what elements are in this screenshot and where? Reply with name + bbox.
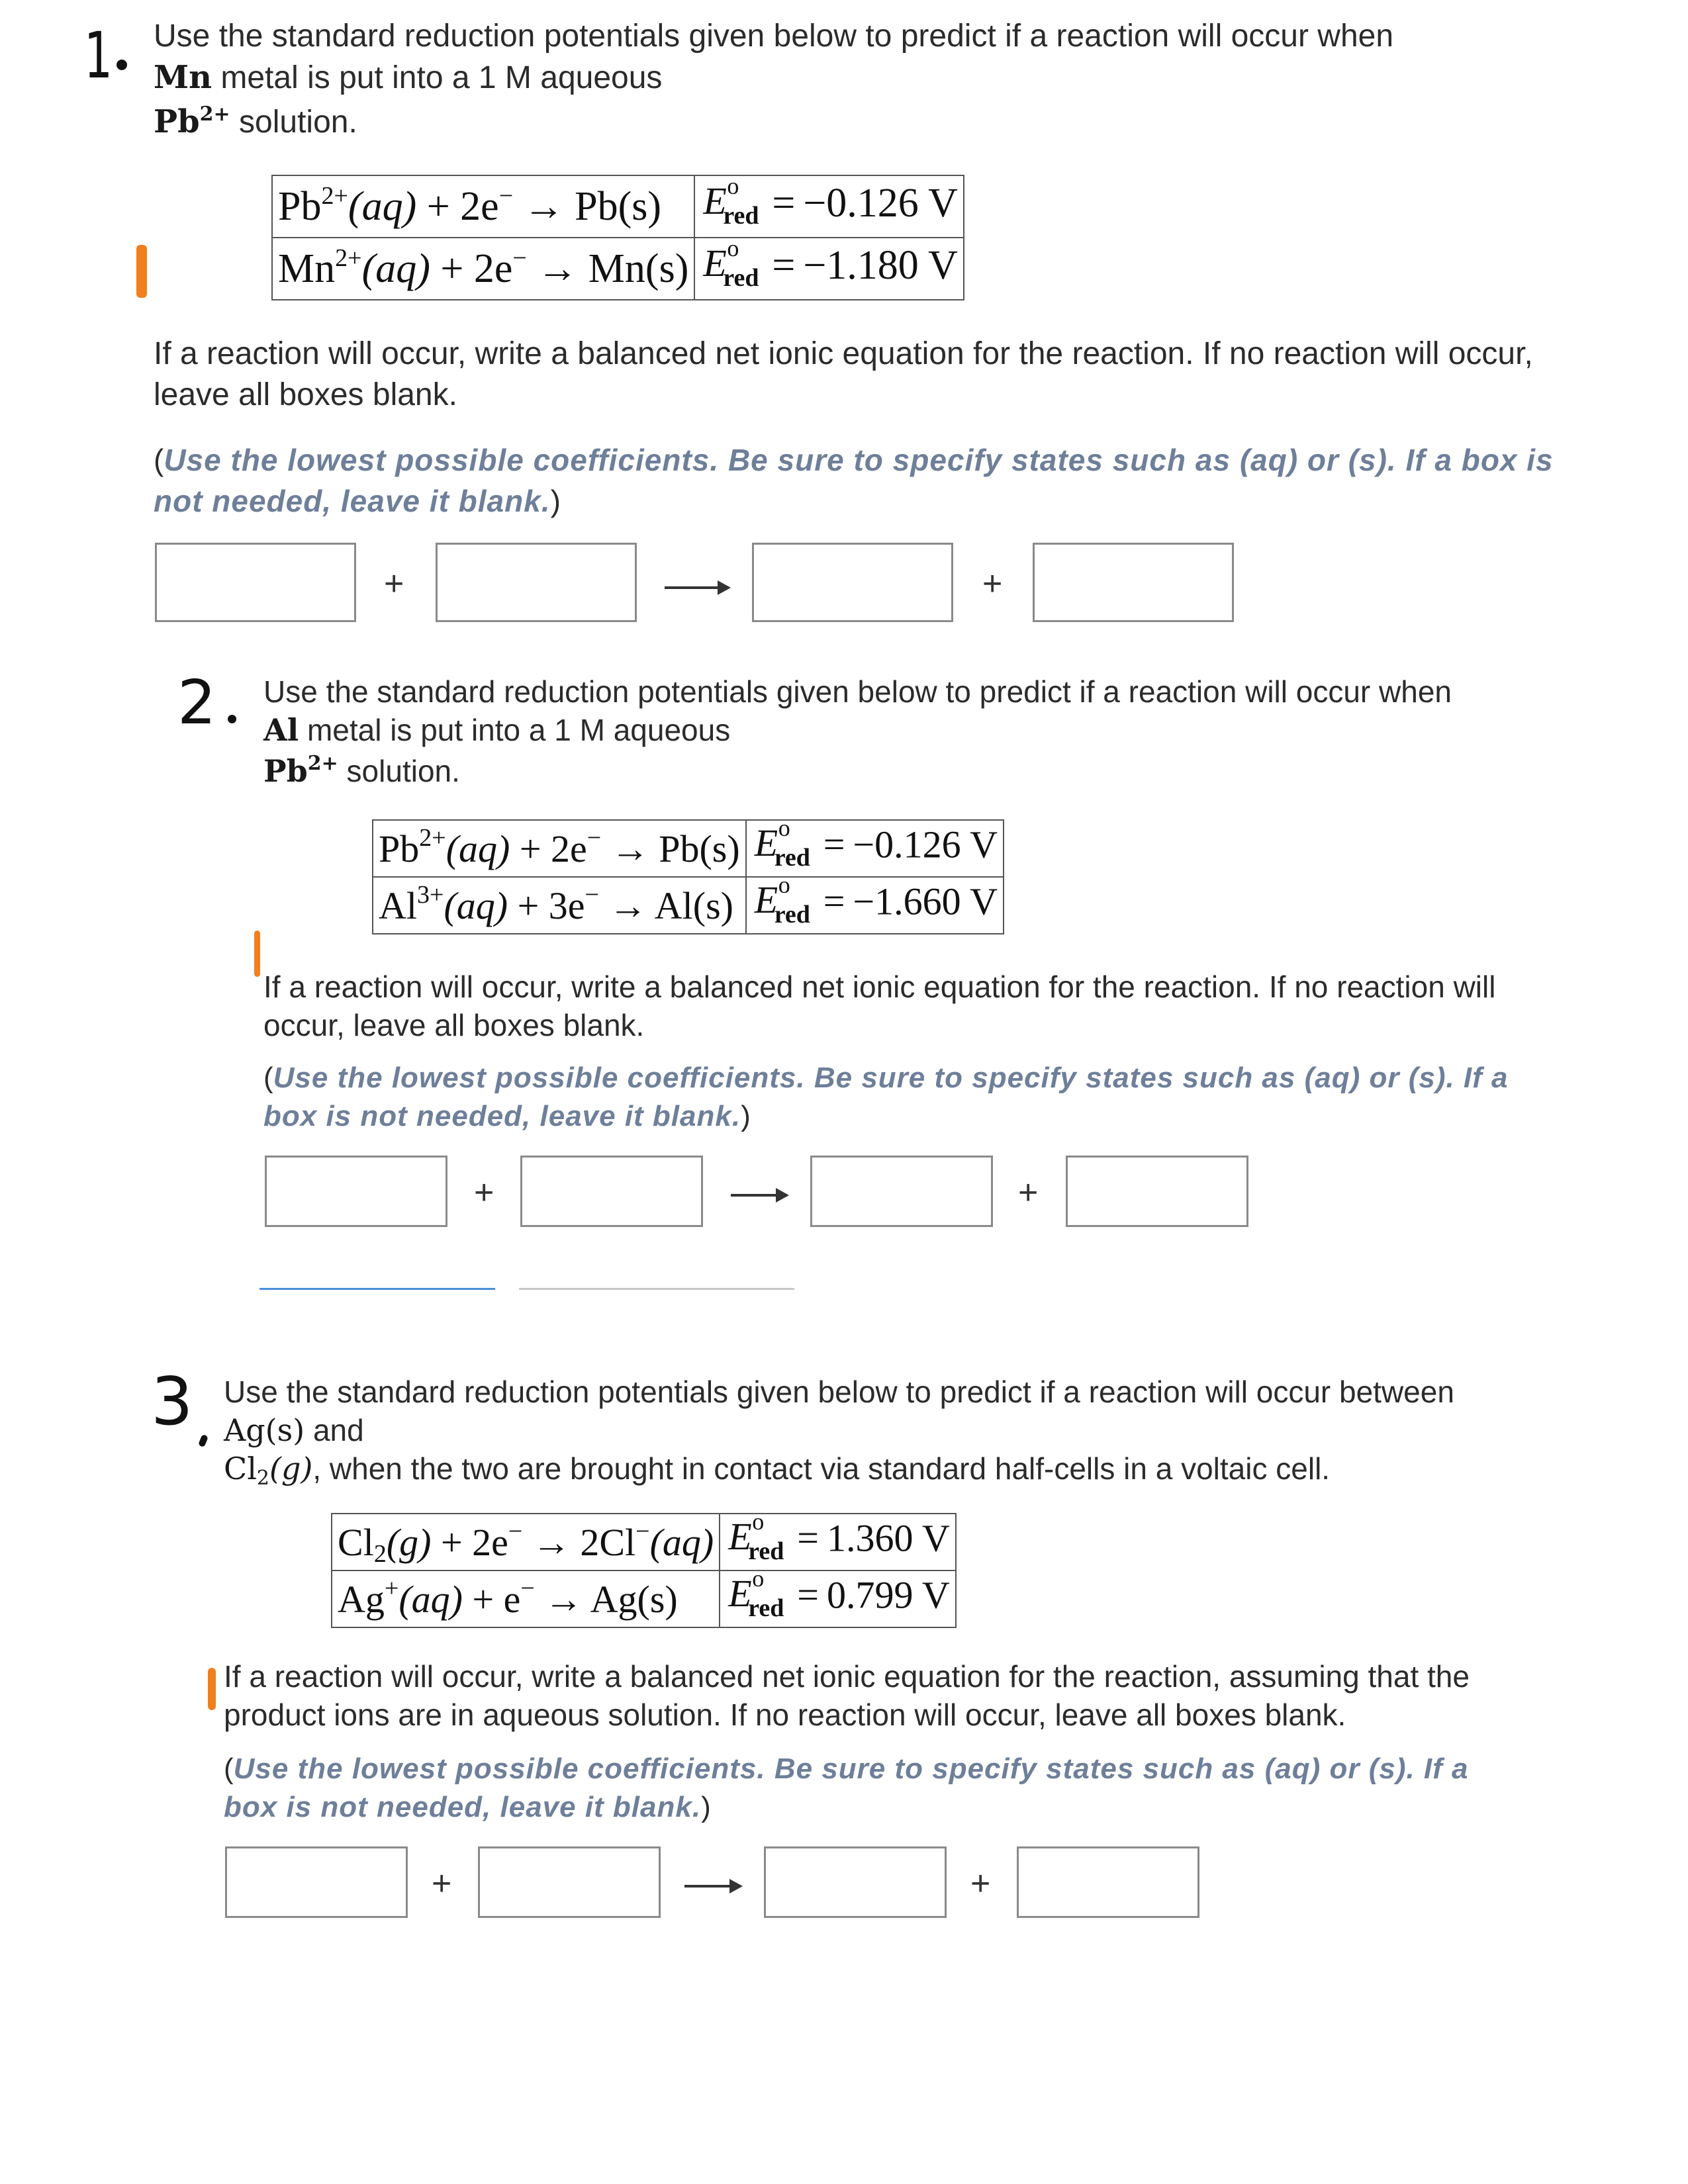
prompt-line-2 <box>263 711 1554 749</box>
e-subscript: red <box>723 202 759 230</box>
e-letter: E <box>754 878 778 921</box>
electron-charge: − <box>498 181 514 210</box>
e-subscript: red <box>774 844 810 872</box>
electrons: + 2e <box>430 246 513 291</box>
reactant-b-subscript: 2 <box>256 1467 270 1490</box>
ion-charge: 2+ <box>199 103 230 126</box>
value: −0.126 V <box>803 180 958 226</box>
prompt-line-3 <box>154 101 1544 143</box>
e-red-symbol <box>752 872 813 932</box>
e-superscript: o <box>778 872 790 898</box>
e-superscript: o <box>778 815 790 841</box>
hint-text: Use the lowest possible coefficients. Be sure to specify states such as (aq) or (s). If a box is not needed, leave it blank. <box>154 443 1554 518</box>
plus-sign: + <box>384 565 404 603</box>
potential-value <box>720 1508 956 1570</box>
e-subscript: red <box>723 264 759 293</box>
product-2-input[interactable] <box>1017 1846 1199 1918</box>
table-row <box>373 820 1004 877</box>
equals-sign: = <box>797 1573 819 1617</box>
species: Al <box>379 884 417 927</box>
prompt-line-3 <box>224 1449 1521 1488</box>
reaction-arrow <box>684 1885 740 1888</box>
equals-sign: = <box>823 823 845 866</box>
product: → Ag(s) <box>534 1577 678 1621</box>
prompt-line-1: Use the standard reduction potentials given below to predict if a reaction will occur when <box>263 674 1452 709</box>
orange-marker <box>136 245 147 298</box>
value: 1.360 V <box>826 1516 950 1560</box>
prompt-line-3-text: solution. <box>230 105 357 140</box>
charge: + <box>384 1574 399 1602</box>
prompt-line-1: Use the standard reduction potentials given below to predict if a reaction will occur between <box>224 1375 1454 1409</box>
electron-charge: − <box>508 1517 523 1545</box>
potential-value <box>720 1565 956 1627</box>
problem-1-number-dot <box>117 60 127 70</box>
e-red-symbol <box>726 1508 786 1569</box>
problem-3-prompt <box>224 1373 1521 1488</box>
e-letter: E <box>728 1515 752 1558</box>
electrons: + 2e <box>416 183 499 229</box>
hint-text: Use the lowest possible coefficients. Be sure to specify states such as (aq) or (s). If a box is not needed, leave it blank. <box>224 1752 1469 1823</box>
orange-marker <box>254 931 260 977</box>
half-reaction <box>272 238 694 300</box>
charge: 2+ <box>335 244 362 272</box>
table-row <box>272 175 964 238</box>
electrons: + 2e <box>510 827 587 870</box>
phase: (aq) <box>399 1577 463 1621</box>
ion-base: Pb <box>154 103 200 140</box>
hint-text: Use the lowest possible coefficients. Be sure to specify states such as (aq) or (s). If a box is not needed, leave it blank. <box>263 1062 1509 1132</box>
plus-sign: + <box>474 1173 494 1212</box>
prompt-line-3-text: solution. <box>338 754 460 788</box>
e-letter: E <box>703 179 727 223</box>
product-1-input[interactable] <box>764 1846 947 1918</box>
e-superscript: o <box>727 235 739 262</box>
problem-3-potential-table <box>331 1508 957 1628</box>
product: → Pb(s) <box>513 183 662 229</box>
species: Ag <box>338 1577 385 1621</box>
potential-value <box>694 175 964 238</box>
phase: (aq) <box>445 827 510 870</box>
ion-base: Pb <box>263 753 308 789</box>
electron-charge: − <box>512 244 527 272</box>
species: Cl <box>338 1520 374 1564</box>
equals-sign: = <box>823 880 845 923</box>
product: → Mn(s) <box>526 246 689 291</box>
product-1-input[interactable] <box>752 543 953 622</box>
phase: (aq) <box>348 183 417 229</box>
e-letter: E <box>754 821 778 864</box>
reactant-1-input[interactable] <box>265 1156 447 1227</box>
plus-sign: + <box>1018 1173 1039 1212</box>
metal-symbol: Mn <box>154 59 212 96</box>
problem-1-prompt <box>154 16 1544 143</box>
half-reaction <box>272 175 694 238</box>
value: −1.180 V <box>803 242 958 288</box>
product-phase: (aq) <box>649 1520 714 1564</box>
problem-1-hint <box>154 439 1570 522</box>
species: Pb <box>278 183 322 229</box>
reactant-b-phase: (g) <box>269 1451 313 1486</box>
electrons: + 2e <box>431 1520 508 1564</box>
plus-sign: + <box>432 1864 452 1903</box>
divider-line <box>519 1288 794 1290</box>
half-reaction <box>332 1514 720 1570</box>
prompt-line-2-text: metal is put into a 1 M aqueous <box>212 60 663 95</box>
ion-charge: 2+ <box>307 752 338 775</box>
half-reaction <box>332 1570 720 1627</box>
subscript: 2 <box>373 1539 387 1568</box>
prompt-line-1: Use the standard reduction potentials given below to predict if a reaction will occur when <box>154 19 1394 54</box>
e-red-symbol <box>700 235 761 295</box>
e-red-symbol <box>752 815 813 875</box>
problem-2-instruction: If a reaction will occur, write a balanced net ionic equation for the reaction. If no reaction will occur, leave all boxes blank. <box>263 970 1496 1042</box>
product: → Al(s) <box>598 884 733 927</box>
reactant-1-input[interactable] <box>155 543 356 622</box>
electrons: + e <box>462 1577 521 1621</box>
phase: (aq) <box>361 246 430 291</box>
prompt-line-2 <box>154 57 1544 99</box>
electron-charge: − <box>520 1574 535 1602</box>
plus-sign: + <box>982 565 1003 603</box>
e-red-symbol <box>700 173 761 233</box>
equals-sign: = <box>797 1516 819 1560</box>
divider-line <box>259 1288 495 1290</box>
prompt-line-2 <box>224 1411 1521 1449</box>
value: −0.126 V <box>853 823 998 866</box>
species: Mn <box>278 246 336 291</box>
table-row <box>332 1514 956 1570</box>
product-2-input[interactable] <box>1033 543 1234 622</box>
product: → 2Cl <box>522 1520 636 1564</box>
electron-charge: − <box>585 880 599 909</box>
reactant-2-input[interactable] <box>478 1846 661 1918</box>
hint-open-paren: ( <box>263 1062 273 1094</box>
equals-sign: = <box>772 242 796 288</box>
e-red-symbol <box>726 1565 786 1625</box>
e-subscript: red <box>748 1537 784 1565</box>
hint-close-paren: ) <box>550 484 561 518</box>
orange-marker <box>208 1668 216 1710</box>
prompt-line-3-text: , when the two are brought in contact via standard half-cells in a voltaic cell. <box>312 1451 1331 1486</box>
electron-charge: − <box>586 823 602 852</box>
potential-value <box>746 815 1004 877</box>
e-superscript: o <box>752 1565 765 1592</box>
potential-value <box>746 872 1004 934</box>
table-row <box>272 238 964 300</box>
reaction-arrow <box>665 586 728 589</box>
problem-3-hint <box>224 1750 1508 1827</box>
potential-value <box>694 235 964 300</box>
problem-1-potential-table <box>271 175 964 300</box>
problem-2-hint <box>263 1059 1561 1136</box>
e-subscript: red <box>748 1594 784 1622</box>
product: → Pb(s) <box>601 827 740 870</box>
prompt-line-2-text: metal is put into a 1 M aqueous <box>299 713 731 747</box>
problem-2-prompt <box>263 672 1554 790</box>
table-row <box>332 1570 956 1627</box>
problem-3-number-comma <box>198 1434 209 1447</box>
product-charge: − <box>635 1517 650 1545</box>
problem-3-number: 3 <box>151 1363 193 1440</box>
e-superscript: o <box>727 173 739 200</box>
hint-open-paren: ( <box>154 443 164 477</box>
e-subscript: red <box>774 901 810 929</box>
value: 0.799 V <box>826 1573 950 1617</box>
species: Pb <box>379 827 420 870</box>
hint-close-paren: ) <box>741 1100 751 1132</box>
half-reaction <box>373 877 746 934</box>
charge: 3+ <box>417 880 444 909</box>
phase: (g) <box>386 1520 432 1564</box>
reactant-a: Ag(s) <box>224 1412 305 1448</box>
e-superscript: o <box>752 1508 765 1535</box>
reaction-arrow <box>731 1194 786 1197</box>
product-1-input[interactable] <box>810 1156 993 1227</box>
reactant-b <box>224 1451 313 1490</box>
problem-1-number: 1 <box>84 19 113 93</box>
e-letter: E <box>703 242 727 285</box>
problem-2-potential-table <box>372 815 1004 934</box>
value: −1.660 V <box>853 880 998 923</box>
product-2-input[interactable] <box>1066 1156 1248 1227</box>
ion-symbol <box>263 753 338 789</box>
hint-close-paren: ) <box>701 1791 711 1823</box>
e-letter: E <box>728 1572 752 1615</box>
charge: 2+ <box>321 181 348 210</box>
reactant-2-input[interactable] <box>436 543 637 622</box>
problem-2-number: 2 <box>177 667 216 738</box>
plus-sign: + <box>970 1864 991 1903</box>
reactant-b-base: Cl <box>224 1451 257 1486</box>
problem-3-instruction: If a reaction will occur, write a balanced net ionic equation for the reaction, assuming that the product ions are in aqueous solution. If no reaction will occur, leave all boxes blank. <box>224 1659 1470 1732</box>
table-row <box>373 877 1004 934</box>
half-reaction <box>373 820 746 877</box>
charge: 2+ <box>419 823 446 852</box>
reactant-1-input[interactable] <box>225 1846 408 1918</box>
equals-sign: = <box>772 180 796 226</box>
prompt-line-2-text: and <box>305 1413 364 1447</box>
hint-open-paren: ( <box>224 1752 234 1785</box>
problem-1-instruction: If a reaction will occur, write a balanced net ionic equation for the reaction. If no reaction will occur, leave all boxes blank. <box>154 336 1533 412</box>
electrons: + 3e <box>508 884 585 927</box>
prompt-line-3 <box>263 752 1554 790</box>
ion-symbol <box>154 103 230 140</box>
problem-2-number-dot <box>228 715 236 723</box>
metal-symbol: Al <box>263 712 299 748</box>
reactant-2-input[interactable] <box>520 1156 703 1227</box>
phase: (aq) <box>444 884 508 927</box>
